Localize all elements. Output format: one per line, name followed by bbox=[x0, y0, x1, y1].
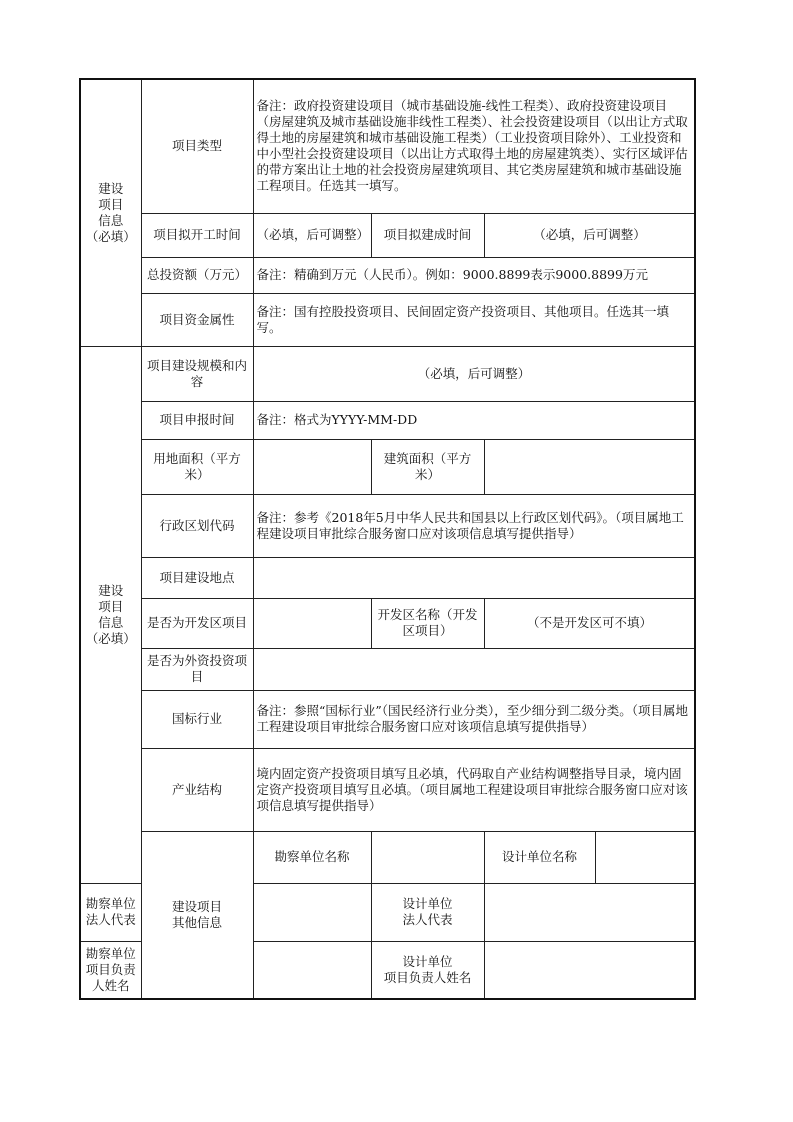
scale-content-label: 项目建设规模和内容 bbox=[141, 346, 253, 401]
planned-start-field[interactable]: （必填，后可调整） bbox=[253, 213, 371, 257]
industry-field[interactable]: 备注：参照“国标行业”（国民经济行业分类），至少细分到二级分类。（项目属地工程建设项目审批综合服务窗口应对该项信息填写提供指导） bbox=[253, 690, 695, 748]
devzone-field[interactable] bbox=[253, 598, 371, 648]
land-area-field[interactable] bbox=[253, 439, 371, 494]
apply-date-label: 项目申报时间 bbox=[141, 401, 253, 439]
section-project-info: 建设 项目 信息 （必填） bbox=[80, 346, 141, 883]
site-field[interactable] bbox=[253, 557, 695, 598]
design-manager-field[interactable] bbox=[484, 941, 695, 999]
building-area-label: 建筑面积（平方米） bbox=[371, 439, 484, 494]
region-code-label: 行政区划代码 bbox=[141, 494, 253, 557]
foreign-invest-label: 是否为外资投资项目 bbox=[141, 648, 253, 690]
section-other-info: 建设项目 其他信息 bbox=[141, 831, 253, 999]
survey-rep-label: 勘察单位 法人代表 bbox=[80, 883, 141, 941]
region-code-field[interactable]: 备注：参考《2018年5月中华人民共和国县以上行政区划代码》。（项目属地工程建设项目审批综合服务窗口应对该项信息填写提供指导） bbox=[253, 494, 695, 557]
scale-content-field[interactable]: （必填，后可调整） bbox=[253, 346, 695, 401]
site-label: 项目建设地点 bbox=[141, 557, 253, 598]
design-unit-label: 设计单位名称 bbox=[484, 831, 595, 883]
devzone-name-label: 开发区名称（开发区项目） bbox=[371, 598, 484, 648]
industry-structure-field[interactable]: 境内固定资产投资项目填写且必填，代码取自产业结构调整指导目录，境内固定资产投资项目填写且必填。（项目属地工程建设项目审批综合服务窗口应对该项信息填写提供指导） bbox=[253, 748, 695, 831]
survey-manager-label: 勘察单位 项目负责人姓名 bbox=[80, 941, 141, 999]
project-type-label: 项目类型 bbox=[141, 79, 253, 213]
project-info-form bbox=[79, 78, 696, 1000]
industry-structure-label: 产业结构 bbox=[141, 748, 253, 831]
devzone-name-field[interactable]: （不是开发区可不填） bbox=[484, 598, 695, 648]
fund-attribute-label: 项目资金属性 bbox=[141, 293, 253, 346]
devzone-label: 是否为开发区项目 bbox=[141, 598, 253, 648]
total-investment-label: 总投资额（万元） bbox=[141, 257, 253, 293]
survey-rep-field[interactable] bbox=[253, 883, 371, 941]
survey-unit-field[interactable] bbox=[371, 831, 484, 883]
design-unit-field[interactable] bbox=[595, 831, 695, 883]
design-rep-field[interactable] bbox=[484, 883, 695, 941]
industry-label: 国标行业 bbox=[141, 690, 253, 748]
fund-attribute-field[interactable]: 备注：国有控股投资项目、民间固定资产投资项目、其他项目。任选其一填写。 bbox=[253, 293, 695, 346]
foreign-invest-field[interactable] bbox=[253, 648, 695, 690]
planned-start-label: 项目拟开工时间 bbox=[141, 213, 253, 257]
section-basic-info: 建设 项目 信息 （必填） bbox=[80, 79, 141, 346]
planned-finish-label: 项目拟建成时间 bbox=[371, 213, 484, 257]
design-manager-label: 设计单位 项目负责人姓名 bbox=[371, 941, 484, 999]
total-investment-field[interactable]: 备注：精确到万元（人民币）。例如：9000.8899表示9000.8899万元 bbox=[253, 257, 695, 293]
apply-date-field[interactable]: 备注：格式为YYYY-MM-DD bbox=[253, 401, 695, 439]
planned-finish-field[interactable]: （必填，后可调整） bbox=[484, 213, 695, 257]
building-area-field[interactable] bbox=[484, 439, 695, 494]
survey-unit-label: 勘察单位名称 bbox=[253, 831, 371, 883]
design-rep-label: 设计单位 法人代表 bbox=[371, 883, 484, 941]
land-area-label: 用地面积（平方米） bbox=[141, 439, 253, 494]
survey-manager-field[interactable] bbox=[253, 941, 371, 999]
project-type-note[interactable]: 备注：政府投资建设项目（城市基础设施-线性工程类）、政府投资建设项目（房屋建筑及城市基础设施非线性工程类）、社会投资建设项目（以出让方式取得土地的房屋建筑和城市基础设施工程类）（工业投资项目除外）、工业投资和中小型社会投资建设项目（以出让方式取得土地的房屋建筑类）、实行区域评估的带方案出让土地的社会投资房屋建筑项目、其它类房屋建筑和城市基础设施工程项目。任选其一填写。 bbox=[253, 79, 695, 213]
